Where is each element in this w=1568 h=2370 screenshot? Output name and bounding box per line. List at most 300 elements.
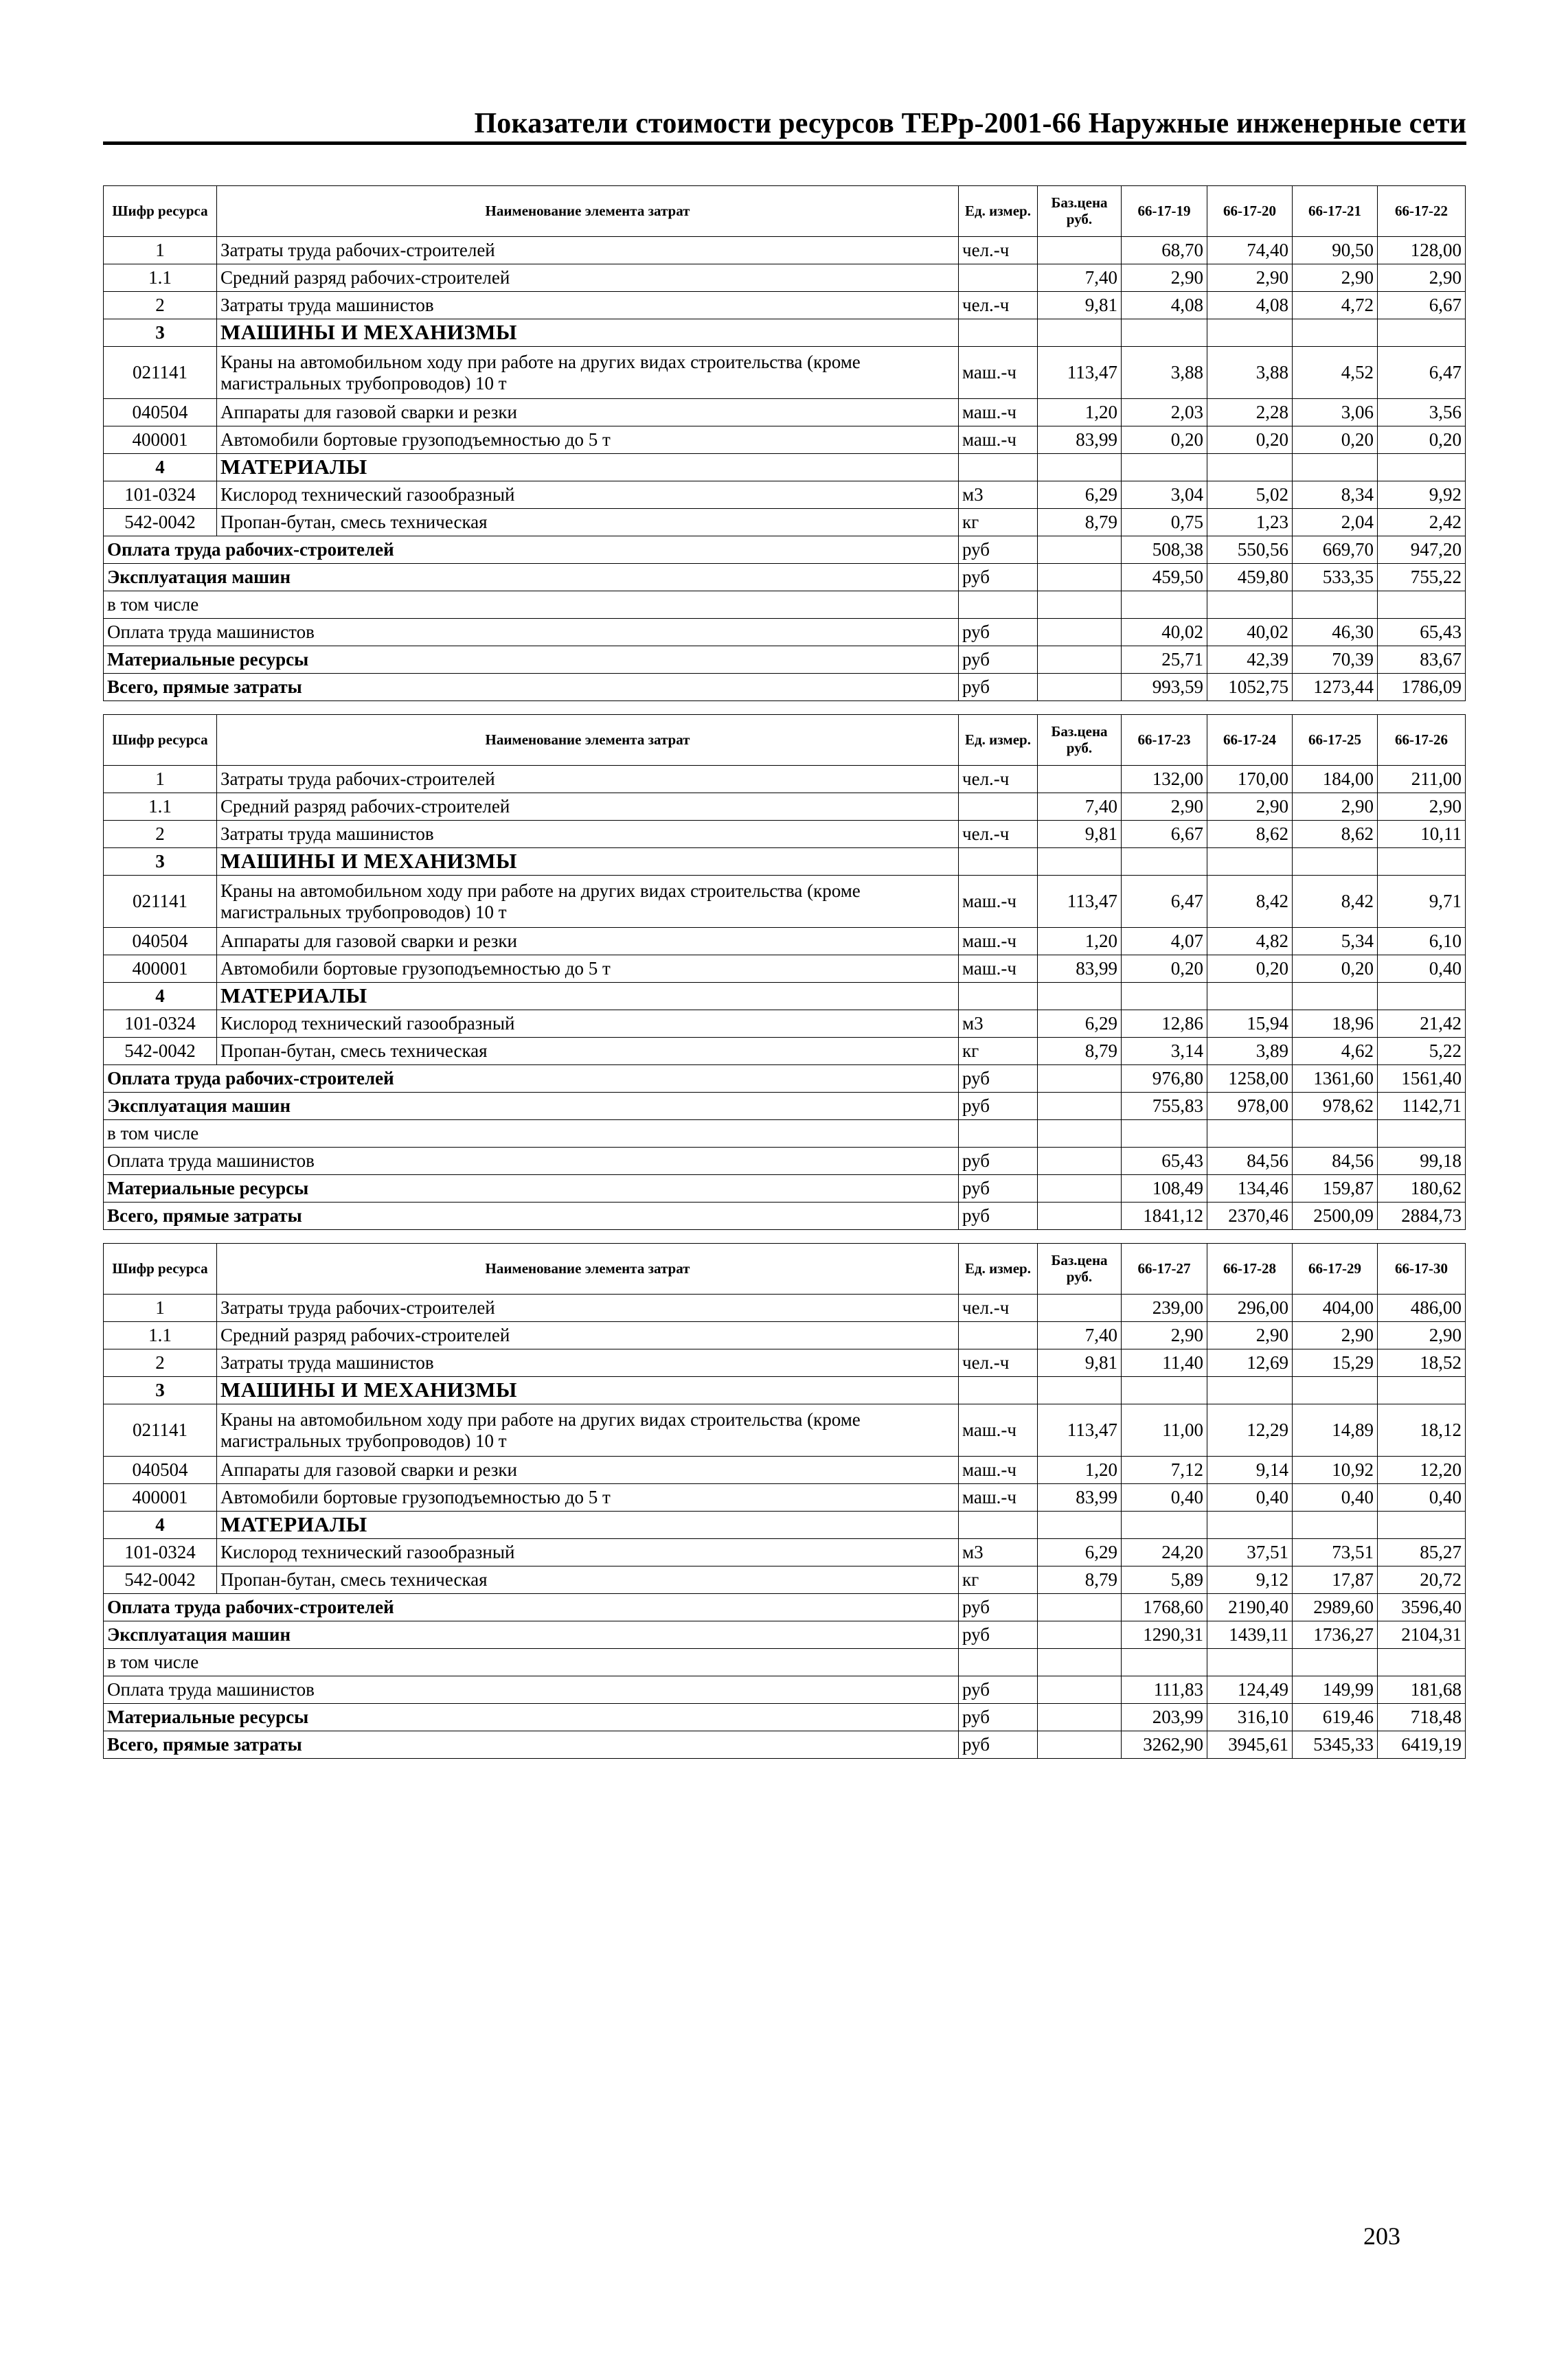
summary-label: Эксплуатация машин xyxy=(104,1621,959,1649)
col-header-price: Баз.цена руб. xyxy=(1038,1244,1122,1295)
row-unit: маш.-ч xyxy=(959,426,1038,454)
table-row xyxy=(104,292,1466,319)
row-unit: м3 xyxy=(959,481,1038,509)
row-value: 3,88 xyxy=(1207,347,1293,399)
summary-value: 149,99 xyxy=(1293,1676,1378,1704)
row-unit: кг xyxy=(959,509,1038,536)
table-row xyxy=(104,509,1466,536)
table-body xyxy=(104,186,1466,701)
summary-row xyxy=(104,1093,1466,1120)
summary-row xyxy=(104,674,1466,701)
row-value: 3,14 xyxy=(1122,1038,1207,1065)
summary-value: 3262,90 xyxy=(1122,1731,1207,1759)
row-value: 90,50 xyxy=(1293,237,1378,264)
summary-value: 978,00 xyxy=(1207,1093,1293,1120)
table-header-row xyxy=(104,1244,1466,1295)
row-code: 4 xyxy=(104,1512,217,1539)
summary-value: 459,50 xyxy=(1122,564,1207,591)
empty-cell xyxy=(959,319,1038,347)
row-value: 24,20 xyxy=(1122,1539,1207,1566)
table-row xyxy=(104,1322,1466,1349)
summary-value xyxy=(1207,1120,1293,1148)
row-code: 021141 xyxy=(104,1404,217,1457)
row-value: 3,88 xyxy=(1122,347,1207,399)
row-value: 3,56 xyxy=(1378,399,1466,426)
summary-value: 181,68 xyxy=(1378,1676,1466,1704)
row-name: Кислород технический газообразный xyxy=(217,1010,959,1038)
col-header-name: Наименование элемента затрат xyxy=(217,186,959,237)
row-unit: маш.-ч xyxy=(959,928,1038,955)
row-value: 9,71 xyxy=(1378,876,1466,928)
summary-value: 40,02 xyxy=(1122,619,1207,646)
row-name: Средний разряд рабочих-строителей xyxy=(217,1322,959,1349)
summary-value: 3596,40 xyxy=(1378,1594,1466,1621)
col-header-unit: Ед. измер. xyxy=(959,715,1038,766)
summary-label: Эксплуатация машин xyxy=(104,1093,959,1120)
row-code: 101-0324 xyxy=(104,1539,217,1566)
section-title: МАТЕРИАЛЫ xyxy=(217,1512,959,1539)
table-row xyxy=(104,1295,1466,1322)
row-value: 10,11 xyxy=(1378,821,1466,848)
row-name: Краны на автомобильном ходу при работе на других видах строительства (кроме магистральных трубопроводов) 10 т xyxy=(217,347,959,399)
summary-value: 124,49 xyxy=(1207,1676,1293,1704)
row-value: 6,10 xyxy=(1378,928,1466,955)
empty-cell xyxy=(1038,1621,1122,1649)
row-value: 2,90 xyxy=(1207,793,1293,821)
summary-value: 947,20 xyxy=(1378,536,1466,564)
row-code: 400001 xyxy=(104,1484,217,1512)
summary-unit xyxy=(959,1649,1038,1676)
col-header-c1: 66-17-27 xyxy=(1122,1244,1207,1295)
table-row xyxy=(104,399,1466,426)
row-value: 211,00 xyxy=(1378,766,1466,793)
row-name: Краны на автомобильном ходу при работе на других видах строительства (кроме магистральных трубопроводов) 10 т xyxy=(217,1404,959,1457)
table-body xyxy=(104,715,1466,1230)
summary-value: 1273,44 xyxy=(1293,674,1378,701)
empty-cell xyxy=(1038,1676,1122,1704)
row-value: 18,52 xyxy=(1378,1349,1466,1377)
row-value: 11,00 xyxy=(1122,1404,1207,1457)
summary-value: 6419,19 xyxy=(1378,1731,1466,1759)
row-name: Средний разряд рабочих-строителей xyxy=(217,264,959,292)
row-unit: чел.-ч xyxy=(959,766,1038,793)
row-value: 2,90 xyxy=(1378,264,1466,292)
summary-label: Всего, прямые затраты xyxy=(104,1731,959,1759)
summary-value: 976,80 xyxy=(1122,1065,1207,1093)
summary-row xyxy=(104,1649,1466,1676)
summary-label: в том числе xyxy=(104,1120,959,1148)
summary-row xyxy=(104,1731,1466,1759)
summary-value: 83,67 xyxy=(1378,646,1466,674)
section-row xyxy=(104,848,1466,876)
row-code: 021141 xyxy=(104,347,217,399)
table-row xyxy=(104,237,1466,264)
row-value: 0,20 xyxy=(1122,955,1207,983)
row-value: 0,20 xyxy=(1293,955,1378,983)
row-unit: маш.-ч xyxy=(959,876,1038,928)
table-row xyxy=(104,264,1466,292)
row-value: 11,40 xyxy=(1122,1349,1207,1377)
row-value: 73,51 xyxy=(1293,1539,1378,1566)
col-header-c3: 66-17-29 xyxy=(1293,1244,1378,1295)
summary-unit: руб xyxy=(959,1093,1038,1120)
summary-value: 669,70 xyxy=(1293,536,1378,564)
row-value: 0,20 xyxy=(1122,426,1207,454)
row-value: 8,62 xyxy=(1207,821,1293,848)
summary-row xyxy=(104,619,1466,646)
row-price: 113,47 xyxy=(1038,347,1122,399)
row-name: Пропан-бутан, смесь техническая xyxy=(217,509,959,536)
row-value: 0,40 xyxy=(1378,955,1466,983)
summary-value: 508,38 xyxy=(1122,536,1207,564)
summary-value: 978,62 xyxy=(1293,1093,1378,1120)
row-unit xyxy=(959,264,1038,292)
empty-cell xyxy=(1038,1594,1122,1621)
row-price: 1,20 xyxy=(1038,399,1122,426)
summary-value: 755,22 xyxy=(1378,564,1466,591)
summary-value xyxy=(1122,591,1207,619)
row-value: 21,42 xyxy=(1378,1010,1466,1038)
row-value: 5,34 xyxy=(1293,928,1378,955)
row-code: 101-0324 xyxy=(104,481,217,509)
empty-cell xyxy=(1038,1649,1122,1676)
summary-label: Оплата труда машинистов xyxy=(104,1148,959,1175)
empty-cell xyxy=(1122,1512,1207,1539)
row-value: 4,52 xyxy=(1293,347,1378,399)
row-price: 83,99 xyxy=(1038,426,1122,454)
row-value: 4,62 xyxy=(1293,1038,1378,1065)
col-header-price: Баз.цена руб. xyxy=(1038,715,1122,766)
empty-cell xyxy=(1207,983,1293,1010)
empty-cell xyxy=(1378,983,1466,1010)
row-value: 18,12 xyxy=(1378,1404,1466,1457)
row-price: 1,20 xyxy=(1038,928,1122,955)
row-value: 2,90 xyxy=(1207,1322,1293,1349)
summary-label: Оплата труда рабочих-строителей xyxy=(104,1594,959,1621)
summary-label: в том числе xyxy=(104,591,959,619)
row-price: 8,79 xyxy=(1038,509,1122,536)
table-row xyxy=(104,1038,1466,1065)
empty-cell xyxy=(1038,983,1122,1010)
summary-row xyxy=(104,564,1466,591)
summary-value: 99,18 xyxy=(1378,1148,1466,1175)
summary-value: 718,48 xyxy=(1378,1704,1466,1731)
row-unit: маш.-ч xyxy=(959,399,1038,426)
row-value: 2,90 xyxy=(1207,264,1293,292)
col-header-c4: 66-17-22 xyxy=(1378,186,1466,237)
row-price: 8,79 xyxy=(1038,1566,1122,1594)
empty-cell xyxy=(959,983,1038,1010)
row-code: 040504 xyxy=(104,928,217,955)
table-header-row xyxy=(104,715,1466,766)
row-code: 040504 xyxy=(104,399,217,426)
row-unit: маш.-ч xyxy=(959,1484,1038,1512)
table-row xyxy=(104,1566,1466,1594)
row-name: Краны на автомобильном ходу при работе на других видах строительства (кроме магистральных трубопроводов) 10 т xyxy=(217,876,959,928)
table-body xyxy=(104,1244,1466,1759)
summary-value: 84,56 xyxy=(1207,1148,1293,1175)
summary-value xyxy=(1378,1649,1466,1676)
summary-value: 159,87 xyxy=(1293,1175,1378,1203)
summary-unit: руб xyxy=(959,1594,1038,1621)
row-code: 040504 xyxy=(104,1457,217,1484)
row-value: 6,47 xyxy=(1378,347,1466,399)
col-header-c4: 66-17-26 xyxy=(1378,715,1466,766)
empty-cell xyxy=(1038,1120,1122,1148)
section-row xyxy=(104,319,1466,347)
col-header-c1: 66-17-23 xyxy=(1122,715,1207,766)
row-unit: маш.-ч xyxy=(959,955,1038,983)
summary-value: 2989,60 xyxy=(1293,1594,1378,1621)
summary-value: 42,39 xyxy=(1207,646,1293,674)
row-value: 5,89 xyxy=(1122,1566,1207,1594)
col-header-c1: 66-17-19 xyxy=(1122,186,1207,237)
row-code: 1 xyxy=(104,766,217,793)
summary-value: 65,43 xyxy=(1122,1148,1207,1175)
row-unit: чел.-ч xyxy=(959,237,1038,264)
summary-value xyxy=(1378,591,1466,619)
row-value: 2,90 xyxy=(1122,793,1207,821)
col-header-unit: Ед. измер. xyxy=(959,186,1038,237)
row-unit: чел.-ч xyxy=(959,821,1038,848)
empty-cell xyxy=(1293,983,1378,1010)
row-price: 6,29 xyxy=(1038,1539,1122,1566)
table-row xyxy=(104,1010,1466,1038)
section-title: МАШИНЫ И МЕХАНИЗМЫ xyxy=(217,319,959,347)
table-row xyxy=(104,821,1466,848)
row-value: 4,08 xyxy=(1122,292,1207,319)
row-price: 1,20 xyxy=(1038,1457,1122,1484)
summary-value xyxy=(1207,591,1293,619)
summary-unit: руб xyxy=(959,1148,1038,1175)
row-value: 9,92 xyxy=(1378,481,1466,509)
col-header-code: Шифр ресурса xyxy=(104,715,217,766)
row-value: 6,67 xyxy=(1378,292,1466,319)
row-value: 12,86 xyxy=(1122,1010,1207,1038)
row-name: Автомобили бортовые грузоподъемностью до 5 т xyxy=(217,1484,959,1512)
row-value: 5,02 xyxy=(1207,481,1293,509)
summary-value: 1841,12 xyxy=(1122,1203,1207,1230)
col-header-c4: 66-17-30 xyxy=(1378,1244,1466,1295)
empty-cell xyxy=(959,1377,1038,1404)
row-price: 8,79 xyxy=(1038,1038,1122,1065)
row-value: 0,40 xyxy=(1122,1484,1207,1512)
row-value: 8,42 xyxy=(1207,876,1293,928)
row-value: 2,28 xyxy=(1207,399,1293,426)
row-value: 2,90 xyxy=(1293,1322,1378,1349)
row-code: 400001 xyxy=(104,426,217,454)
empty-cell xyxy=(1038,319,1122,347)
row-code: 3 xyxy=(104,1377,217,1404)
empty-cell xyxy=(1122,454,1207,481)
row-value: 3,04 xyxy=(1122,481,1207,509)
summary-value: 1736,27 xyxy=(1293,1621,1378,1649)
summary-value: 1786,09 xyxy=(1378,674,1466,701)
row-value: 14,89 xyxy=(1293,1404,1378,1457)
col-header-name: Наименование элемента затрат xyxy=(217,1244,959,1295)
summary-unit xyxy=(959,1120,1038,1148)
empty-cell xyxy=(1038,591,1122,619)
table-row xyxy=(104,1404,1466,1457)
row-value: 2,90 xyxy=(1122,264,1207,292)
summary-label: Оплата труда рабочих-строителей xyxy=(104,536,959,564)
row-unit: чел.-ч xyxy=(959,1349,1038,1377)
summary-value xyxy=(1122,1649,1207,1676)
col-header-c3: 66-17-21 xyxy=(1293,186,1378,237)
summary-value: 619,46 xyxy=(1293,1704,1378,1731)
empty-cell xyxy=(1038,1512,1122,1539)
table-row xyxy=(104,1484,1466,1512)
row-name: Аппараты для газовой сварки и резки xyxy=(217,399,959,426)
empty-cell xyxy=(1038,1731,1122,1759)
row-price: 7,40 xyxy=(1038,793,1122,821)
row-value: 8,62 xyxy=(1293,821,1378,848)
row-name: Затраты труда рабочих-строителей xyxy=(217,237,959,264)
summary-unit: руб xyxy=(959,1175,1038,1203)
row-value: 68,70 xyxy=(1122,237,1207,264)
summary-unit: руб xyxy=(959,1676,1038,1704)
row-name: Аппараты для газовой сварки и резки xyxy=(217,928,959,955)
table-row xyxy=(104,928,1466,955)
empty-cell xyxy=(1038,1093,1122,1120)
summary-label: Оплата труда машинистов xyxy=(104,1676,959,1704)
summary-value: 316,10 xyxy=(1207,1704,1293,1731)
row-value: 0,20 xyxy=(1378,426,1466,454)
summary-row xyxy=(104,1676,1466,1704)
summary-value: 1768,60 xyxy=(1122,1594,1207,1621)
table-row xyxy=(104,481,1466,509)
row-value: 12,20 xyxy=(1378,1457,1466,1484)
section-row xyxy=(104,1377,1466,1404)
row-value: 2,90 xyxy=(1122,1322,1207,1349)
summary-value xyxy=(1293,591,1378,619)
summary-row xyxy=(104,1120,1466,1148)
empty-cell xyxy=(1038,1704,1122,1731)
row-value: 12,69 xyxy=(1207,1349,1293,1377)
row-code: 2 xyxy=(104,821,217,848)
row-value: 0,20 xyxy=(1207,955,1293,983)
summary-value: 2884,73 xyxy=(1378,1203,1466,1230)
row-value: 4,82 xyxy=(1207,928,1293,955)
row-value: 2,04 xyxy=(1293,509,1378,536)
table-header-row xyxy=(104,186,1466,237)
section-row xyxy=(104,454,1466,481)
summary-value: 2190,40 xyxy=(1207,1594,1293,1621)
row-code: 400001 xyxy=(104,955,217,983)
row-value: 6,67 xyxy=(1122,821,1207,848)
empty-cell xyxy=(1122,319,1207,347)
summary-value: 111,83 xyxy=(1122,1676,1207,1704)
row-code: 3 xyxy=(104,848,217,876)
col-header-c2: 66-17-28 xyxy=(1207,1244,1293,1295)
row-value: 2,90 xyxy=(1293,264,1378,292)
table-row xyxy=(104,1539,1466,1566)
empty-cell xyxy=(1038,1203,1122,1230)
row-name: Затраты труда рабочих-строителей xyxy=(217,1295,959,1322)
summary-value: 180,62 xyxy=(1378,1175,1466,1203)
row-value: 12,29 xyxy=(1207,1404,1293,1457)
row-price: 113,47 xyxy=(1038,1404,1122,1457)
row-value: 85,27 xyxy=(1378,1539,1466,1566)
summary-label: в том числе xyxy=(104,1649,959,1676)
section-row xyxy=(104,1512,1466,1539)
empty-cell xyxy=(959,848,1038,876)
row-code: 101-0324 xyxy=(104,1010,217,1038)
cost-table-1 xyxy=(103,185,1466,701)
row-code: 1.1 xyxy=(104,793,217,821)
empty-cell xyxy=(1038,1175,1122,1203)
row-value: 7,12 xyxy=(1122,1457,1207,1484)
empty-cell xyxy=(1293,1377,1378,1404)
row-value: 4,07 xyxy=(1122,928,1207,955)
row-value: 20,72 xyxy=(1378,1566,1466,1594)
summary-unit: руб xyxy=(959,1203,1038,1230)
row-value: 10,92 xyxy=(1293,1457,1378,1484)
summary-value: 459,80 xyxy=(1207,564,1293,591)
row-unit: м3 xyxy=(959,1010,1038,1038)
row-value: 2,90 xyxy=(1293,793,1378,821)
empty-cell xyxy=(1207,319,1293,347)
empty-cell xyxy=(1122,848,1207,876)
empty-cell xyxy=(1038,536,1122,564)
empty-cell xyxy=(959,454,1038,481)
table-row xyxy=(104,347,1466,399)
summary-unit: руб xyxy=(959,1065,1038,1093)
row-value: 2,90 xyxy=(1378,1322,1466,1349)
table-row xyxy=(104,876,1466,928)
row-value: 0,40 xyxy=(1378,1484,1466,1512)
section-title: МАШИНЫ И МЕХАНИЗМЫ xyxy=(217,1377,959,1404)
row-value: 3,06 xyxy=(1293,399,1378,426)
summary-value: 1439,11 xyxy=(1207,1621,1293,1649)
empty-cell xyxy=(1038,848,1122,876)
row-name: Затраты труда рабочих-строителей xyxy=(217,766,959,793)
row-unit: чел.-ч xyxy=(959,292,1038,319)
empty-cell xyxy=(1038,619,1122,646)
row-value: 8,42 xyxy=(1293,876,1378,928)
row-name: Затраты труда машинистов xyxy=(217,821,959,848)
row-value: 2,03 xyxy=(1122,399,1207,426)
table-row xyxy=(104,793,1466,821)
summary-value: 40,02 xyxy=(1207,619,1293,646)
summary-label: Оплата труда машинистов xyxy=(104,619,959,646)
summary-value: 65,43 xyxy=(1378,619,1466,646)
row-price: 9,81 xyxy=(1038,292,1122,319)
row-value: 3,89 xyxy=(1207,1038,1293,1065)
empty-cell xyxy=(1293,848,1378,876)
row-code: 542-0042 xyxy=(104,1038,217,1065)
row-value: 239,00 xyxy=(1122,1295,1207,1322)
row-code: 4 xyxy=(104,454,217,481)
row-value: 17,87 xyxy=(1293,1566,1378,1594)
empty-cell xyxy=(1038,454,1122,481)
row-name: Пропан-бутан, смесь техническая xyxy=(217,1038,959,1065)
row-value: 8,34 xyxy=(1293,481,1378,509)
section-title: МАШИНЫ И МЕХАНИЗМЫ xyxy=(217,848,959,876)
empty-cell xyxy=(1207,1377,1293,1404)
summary-value: 1258,00 xyxy=(1207,1065,1293,1093)
row-name: Кислород технический газообразный xyxy=(217,481,959,509)
row-value: 128,00 xyxy=(1378,237,1466,264)
summary-value: 5345,33 xyxy=(1293,1731,1378,1759)
row-unit: м3 xyxy=(959,1539,1038,1566)
col-header-c2: 66-17-20 xyxy=(1207,186,1293,237)
summary-label: Материальные ресурсы xyxy=(104,1704,959,1731)
row-price: 113,47 xyxy=(1038,876,1122,928)
row-value: 132,00 xyxy=(1122,766,1207,793)
empty-cell xyxy=(1038,674,1122,701)
empty-cell xyxy=(1378,319,1466,347)
